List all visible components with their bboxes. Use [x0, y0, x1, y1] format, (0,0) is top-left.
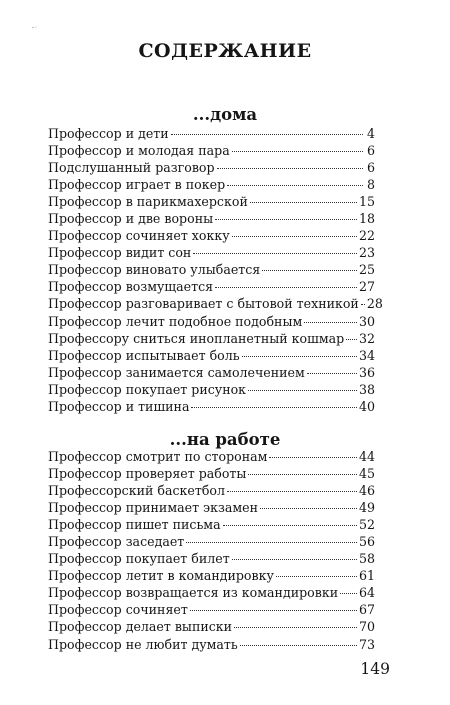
toc-entry — [48, 159, 375, 176]
section-heading-work: ...на работе — [169, 430, 281, 449]
toc-entry — [48, 567, 375, 584]
toc-entry — [48, 533, 375, 550]
toc-entry-page: 18 — [358, 211, 375, 227]
dot-leader — [250, 202, 357, 203]
toc-entry-page: 15 — [358, 194, 375, 210]
toc-entry — [48, 210, 375, 227]
toc-entry — [48, 584, 375, 601]
toc-entry-title: Профессор возмущается — [48, 279, 214, 295]
dot-leader — [232, 236, 357, 237]
toc-entry-page: 6 — [366, 143, 375, 159]
toc-entry — [48, 601, 375, 618]
toc-entry — [48, 381, 375, 398]
toc-entry-title: Профессор смотрит по сторонам — [48, 449, 268, 464]
toc-entry-page: 25 — [358, 262, 375, 278]
dot-leader — [248, 474, 357, 475]
toc-entry — [48, 482, 375, 499]
toc-entry-title: Профессор лечит подобное подобным — [48, 313, 303, 329]
toc-entry-title: Профессор виновато улыбается — [48, 262, 261, 278]
toc-entry-page: 64 — [358, 585, 375, 601]
toc-entry-title: Профессор сочиняет хокку — [48, 228, 230, 244]
dot-leader — [232, 151, 363, 152]
toc-entry-title: Профессор в парикмахерской — [48, 194, 248, 210]
toc-entry-title: Профессор сочиняет — [48, 602, 188, 618]
dot-leader — [248, 390, 357, 391]
dot-leader — [346, 339, 357, 340]
toc-entry — [48, 244, 375, 261]
toc-entry-title: Профессор покупает рисунок — [48, 381, 247, 397]
dot-leader — [215, 219, 357, 220]
toc-entry — [48, 125, 375, 142]
toc-entry-page: 34 — [358, 347, 375, 363]
dot-leader — [227, 185, 363, 186]
toc-entry-title: Профессор заседает — [48, 534, 185, 550]
toc-entry — [48, 295, 383, 312]
toc-entry-page: 36 — [358, 364, 375, 380]
dot-leader — [215, 287, 357, 288]
toc-entry-title: Профессор возвращается из командировки — [48, 585, 339, 601]
toc-entry — [48, 398, 375, 415]
toc-entry-page: 56 — [358, 534, 375, 550]
toc-entry-page: 52 — [358, 517, 375, 533]
toc-entry-page: 22 — [358, 228, 375, 244]
toc-entry — [48, 448, 375, 465]
toc-entry-title: Профессор делает выписки — [48, 619, 233, 635]
toc-entry — [48, 347, 375, 364]
toc-entry — [48, 142, 375, 159]
toc-entry-title: Профессор и две вороны — [48, 211, 214, 227]
toc-entry — [48, 618, 375, 635]
dot-leader — [242, 356, 357, 357]
toc-entry — [48, 193, 375, 210]
toc-entry-title: Профессор покупает билет — [48, 551, 230, 567]
dot-leader — [307, 373, 357, 374]
toc-entry — [48, 364, 375, 381]
toc-entry-title: Профессор и тишина — [48, 398, 190, 414]
dot-leader — [262, 270, 357, 271]
toc-entry-title: Профессор и молодая пара — [48, 143, 230, 159]
page-title: СОДЕРЖАНИЕ — [138, 40, 312, 62]
toc-entry — [48, 550, 375, 567]
toc-entry-title: Профессор не любит думать — [48, 636, 238, 652]
toc-entry-title: Профессор пишет письма — [48, 517, 221, 533]
print-speck — [32, 26, 38, 29]
dot-leader — [223, 525, 357, 526]
dot-leader — [304, 322, 357, 323]
dot-leader — [340, 593, 357, 594]
toc-entry — [48, 278, 375, 295]
toc-entry-title: Профессорский баскетбол — [48, 483, 226, 499]
toc-entry-title: Профессор играет в покер — [48, 177, 226, 193]
toc-entry — [48, 261, 375, 278]
toc-entry — [48, 499, 375, 516]
toc-entry — [48, 176, 375, 193]
toc-entry-page: 28 — [366, 296, 383, 312]
toc-entry-page: 27 — [358, 279, 375, 295]
toc-entry-page: 38 — [358, 381, 375, 397]
toc-entry-page: 32 — [358, 330, 375, 346]
dot-leader — [227, 491, 357, 492]
dot-leader — [171, 134, 363, 135]
toc-entry-title: Профессор и дети — [48, 126, 169, 141]
toc-entry-title: Профессор разговаривает с бытовой техникой — [48, 296, 359, 312]
toc-entry-title: Подслушанный разговор — [48, 160, 215, 176]
toc-entry-page: 73 — [358, 636, 375, 652]
toc-entry-page: 49 — [358, 500, 375, 516]
toc-entry-title: Профессор принимает экзамен — [48, 500, 258, 516]
toc-entry — [48, 465, 375, 482]
dot-leader — [217, 168, 363, 169]
toc-entry-title: Профессору сниться инопланетный кошмар — [48, 330, 345, 346]
toc-list-work — [48, 448, 375, 653]
dot-leader — [260, 508, 357, 509]
dot-leader — [276, 576, 357, 577]
dot-leader — [186, 542, 357, 543]
toc-entry-title: Профессор летит в командировку — [48, 568, 274, 584]
toc-entry — [48, 313, 375, 330]
toc-entry-page: 61 — [358, 568, 375, 584]
toc-entry-page: 58 — [358, 551, 375, 567]
toc-entry-title: Профессор занимается самолечением — [48, 364, 305, 380]
toc-entry-page: 4 — [366, 126, 375, 141]
toc-entry-page: 6 — [366, 160, 375, 176]
page-number: 149 — [360, 660, 390, 678]
toc-entry — [48, 330, 375, 347]
toc-list-home — [48, 125, 383, 415]
toc-entry-page: 44 — [358, 449, 375, 464]
toc-entry-title: Профессор испытывает боль — [48, 347, 240, 363]
dot-leader — [240, 645, 357, 646]
toc-entry-page: 70 — [358, 619, 375, 635]
section-heading-home: ...дома — [192, 105, 258, 124]
dot-leader — [193, 253, 357, 254]
toc-entry-page: 30 — [358, 313, 375, 329]
toc-entry-page: 67 — [358, 602, 375, 618]
toc-entry-page: 23 — [358, 245, 375, 261]
toc-entry-title: Профессор видит сон — [48, 245, 192, 261]
dot-leader — [232, 559, 357, 560]
dot-leader — [234, 627, 357, 628]
dot-leader — [361, 304, 365, 305]
toc-entry-page: 46 — [358, 483, 375, 499]
toc-entry-page: 8 — [366, 177, 375, 193]
dot-leader — [190, 610, 357, 611]
toc-entry-title: Профессор проверяет работы — [48, 466, 247, 482]
dot-leader — [191, 407, 357, 408]
toc-entry-page: 45 — [358, 466, 375, 482]
toc-entry — [48, 516, 375, 533]
dot-leader — [269, 457, 357, 458]
toc-entry — [48, 636, 375, 653]
toc-entry — [48, 227, 375, 244]
toc-entry-page: 40 — [358, 398, 375, 414]
